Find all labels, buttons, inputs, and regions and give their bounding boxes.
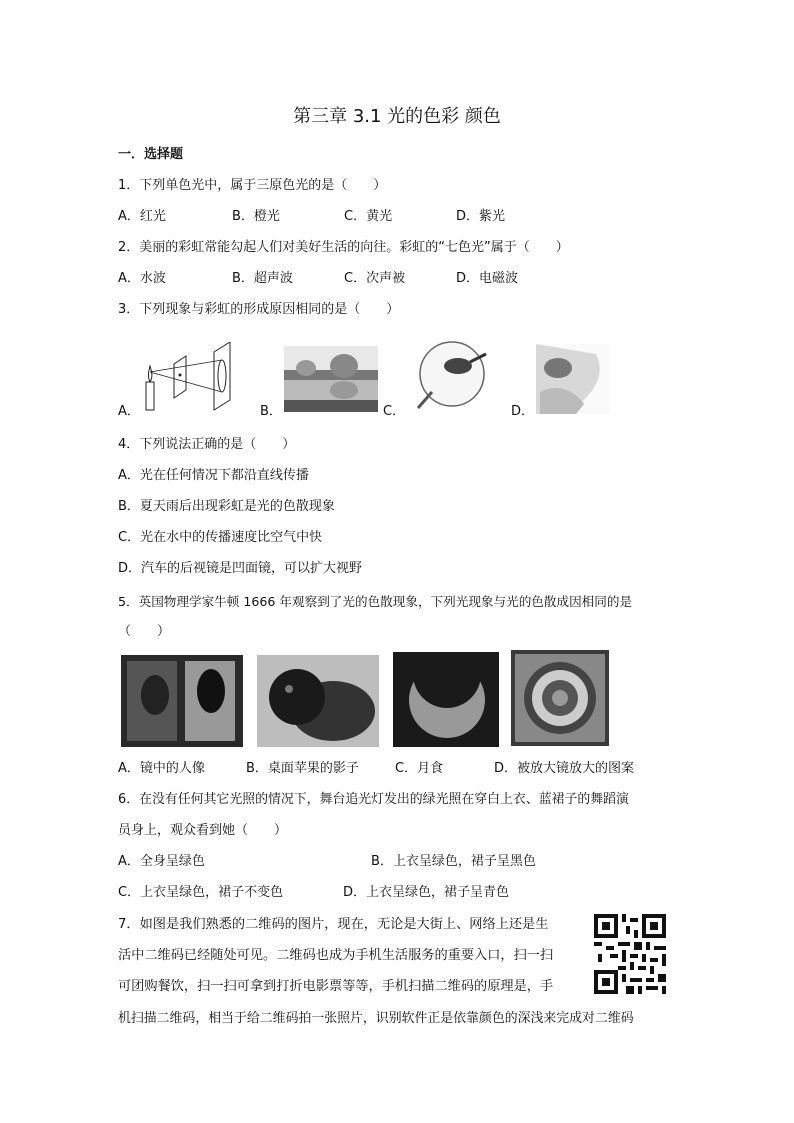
- apple-shadow-photo: [257, 655, 379, 747]
- question-5-option-b: B．桌面苹果的影子: [246, 761, 359, 776]
- mirror-image-photo: [121, 655, 243, 747]
- magnified-pattern-photo: [511, 650, 609, 746]
- question-3-option-c: C．: [383, 404, 406, 419]
- question-7-line-1: 7．如图是我们熟悉的二维码的图片，现在，无论是大街上、网络上还是生: [118, 917, 549, 932]
- question-2-option-c: C．次声被: [344, 271, 406, 286]
- question-4-option-a: A．光在任何情况下都沿直线传播: [118, 468, 309, 483]
- lunar-eclipse-photo: [393, 652, 499, 747]
- question-2-option-b: B．超声波: [232, 271, 293, 286]
- question-2-option-a: A．水波: [118, 271, 166, 286]
- question-2-option-d: D．电磁波: [456, 271, 519, 286]
- lake-reflection-image: [284, 346, 378, 412]
- question-1-stem: 1．下列单色光中，属于三原色光的是（ ）: [118, 178, 387, 193]
- question-5-option-a: A．镜中的人像: [118, 761, 205, 776]
- question-6-option-b: B．上衣呈绿色，裙子呈黑色: [371, 854, 536, 869]
- question-6-stem-line-2: 员身上，观众看到她（ ）: [118, 823, 288, 838]
- question-6-option-c: C．上衣呈绿色，裙子不变色: [118, 885, 284, 900]
- question-6-stem-line-1: 6．在没有任何其它光照的情况下，舞台追光灯发出的绿光照在穿白上衣、蓝裙子的舞蹈演: [118, 792, 629, 807]
- question-7-line-2: 活中二维码已经随处可见。二维码也成为手机生活服务的重要入口，扫一扫: [118, 948, 554, 963]
- question-7-line-3: 可团购餐饮，扫一扫可拿到打折电影票等等，手机扫描二维码的原理是，手: [118, 979, 554, 994]
- question-6-option-d: D．上衣呈绿色，裙子呈青色: [343, 885, 510, 900]
- question-7-line-4: 机扫描二维码，相当于给二维码拍一张照片，识别软件正是依靠颜色的深浅来完成对二维码: [118, 1011, 634, 1026]
- qr-code-image: [594, 914, 666, 994]
- magnifying-glass-image: [404, 336, 500, 412]
- page-title: 第三章 3.1 光的色彩 颜色: [293, 106, 501, 127]
- question-6-option-a: A．全身呈绿色: [118, 854, 205, 869]
- question-5-option-c: C．月食: [395, 761, 444, 776]
- question-5-stem-line-2: （ ）: [118, 624, 171, 639]
- prism-projection-diagram: [138, 342, 238, 414]
- question-4-option-c: C．光在水中的传播速度比空气中快: [118, 530, 323, 545]
- question-4-stem: 4．下列说法正确的是（ ）: [118, 437, 296, 452]
- question-3-option-b: B．: [260, 404, 282, 419]
- question-5-stem-line-1: 5．英国物理学家牛顿 1666 年观察到了光的色散现象，下列光现象与光的色散成因相同的是: [118, 594, 633, 609]
- question-1-option-b: B．橙光: [232, 209, 280, 224]
- question-4-option-d: D．汽车的后视镜是凹面镜，可以扩大视野: [118, 561, 363, 576]
- question-1-option-c: C．黄光: [344, 209, 393, 224]
- question-1-option-d: D．紫光: [456, 209, 506, 224]
- hand-shadow-image: [536, 344, 610, 414]
- question-5-option-d: D．被放大镜放大的图案: [494, 761, 635, 776]
- question-3-stem: 3．下列现象与彩虹的形成原因相同的是（ ）: [118, 302, 400, 317]
- question-4-option-b: B．夏天雨后出现彩虹是光的色散现象: [118, 499, 335, 514]
- question-1-option-a: A．红光: [118, 209, 166, 224]
- section-heading: 一．选择题: [118, 147, 184, 162]
- question-3-option-d: D．: [511, 404, 535, 419]
- question-3-option-a: A．: [118, 404, 140, 419]
- question-2-stem: 2．美丽的彩虹常能勾起人们对美好生活的向往。彩虹的“七色光”属于（ ）: [118, 240, 569, 255]
